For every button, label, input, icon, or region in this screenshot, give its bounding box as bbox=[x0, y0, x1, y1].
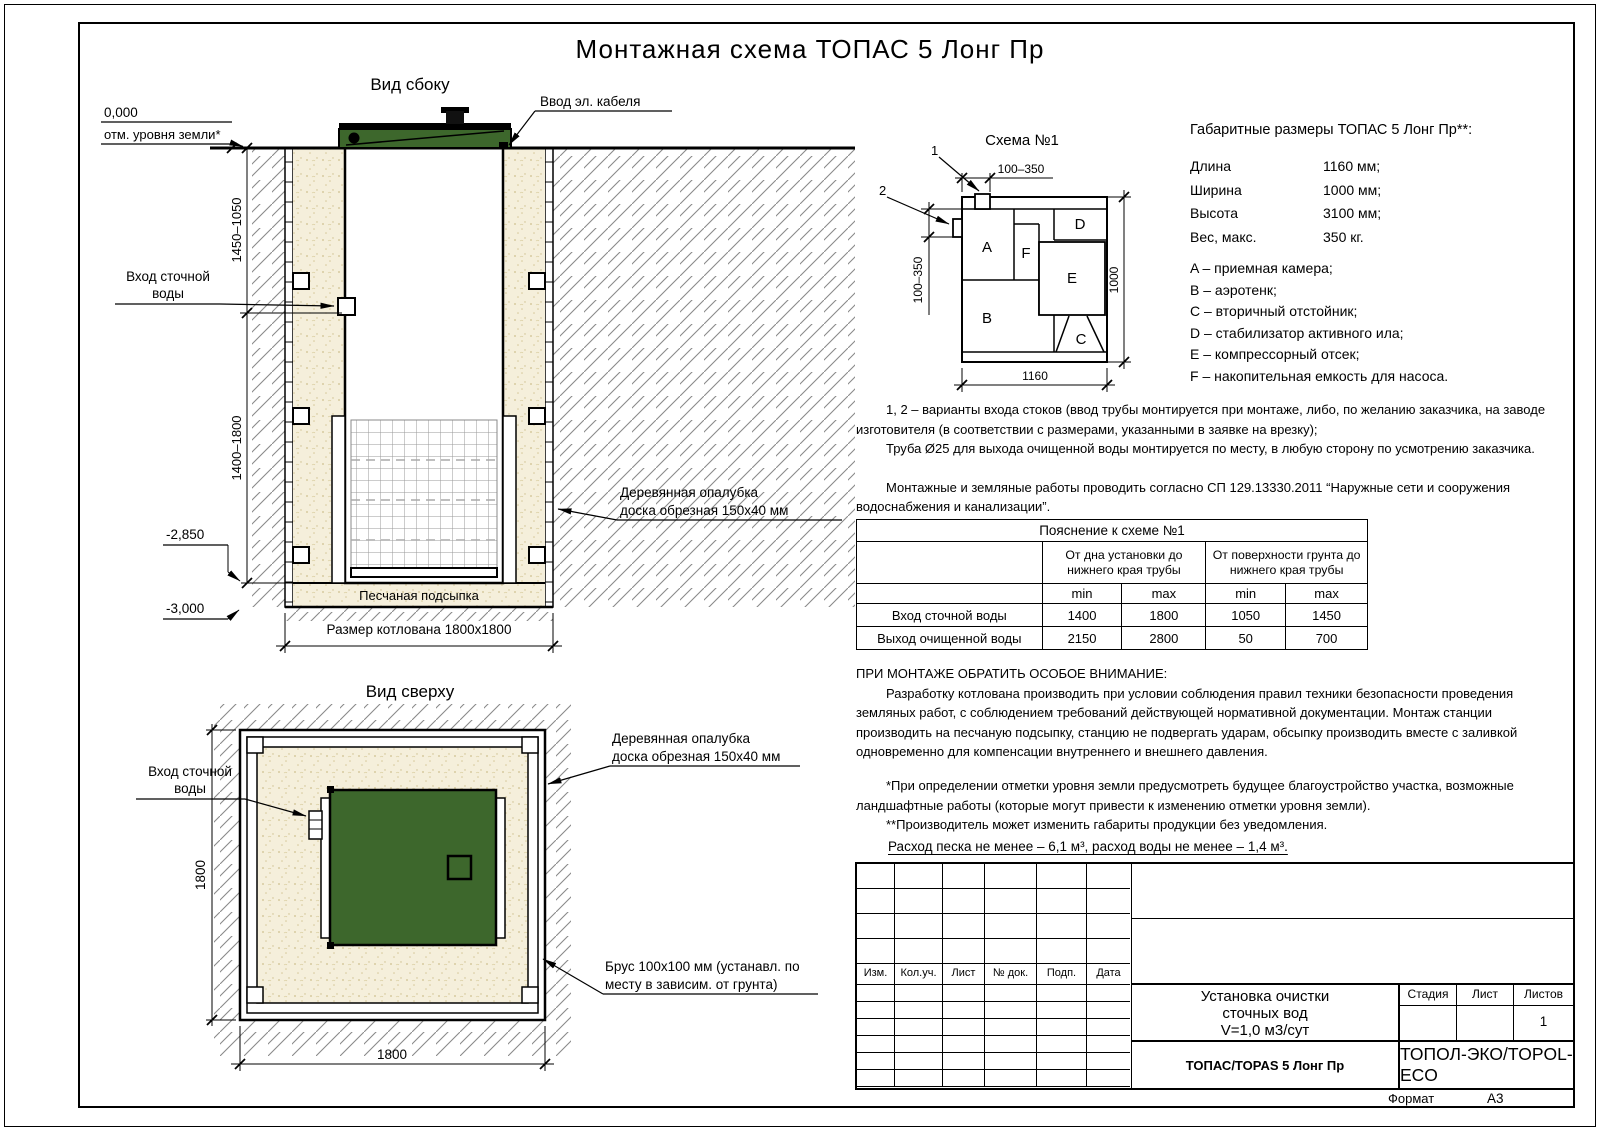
ground-level-label: отм. уровня земли* bbox=[104, 127, 221, 142]
revision-cell bbox=[1037, 985, 1087, 1002]
cable-entry-point bbox=[499, 142, 508, 149]
sheets-value: 1 bbox=[1539, 1014, 1548, 1029]
revision-cell bbox=[985, 1019, 1037, 1036]
note-paragraph: Труба Ø25 для выхода очищенной воды монтируется по месту, в любую сторону по усмотрению заказчика. bbox=[886, 441, 1535, 456]
revision-cell bbox=[895, 1036, 943, 1053]
top-view-title: Вид сверху bbox=[365, 682, 455, 701]
revision-cell bbox=[943, 1019, 985, 1036]
revision-cell bbox=[943, 939, 985, 964]
sheets-label: Листов bbox=[1514, 985, 1573, 1006]
revision-cell bbox=[943, 864, 985, 889]
footnote: **Производитель может изменить габариты продукции без уведомления. bbox=[886, 817, 1328, 832]
revision-cell bbox=[895, 1070, 943, 1087]
table-corner-cell bbox=[857, 542, 1043, 584]
revision-cell bbox=[985, 939, 1037, 964]
bed-level-mark: -2,850 bbox=[166, 527, 205, 542]
revision-cell bbox=[1087, 1070, 1130, 1087]
dimension-row: Вес, макс. 350 кг. bbox=[1190, 228, 1364, 245]
schema-dim-left: 100–350 bbox=[911, 256, 925, 304]
legend-item: D – стабилизатор активного ила; bbox=[1190, 324, 1404, 341]
revision-cell bbox=[857, 939, 895, 964]
sheet-label: Лист bbox=[1457, 985, 1514, 1006]
revision-header: Подп. bbox=[1037, 964, 1087, 985]
footnotes-block bbox=[856, 776, 1562, 835]
revision-cell bbox=[943, 1036, 985, 1053]
revision-cell bbox=[943, 1070, 985, 1087]
footnote: *При определении отметки уровня земли предусмотреть будущее благоустройство участка, возможные ландшафтные работы (которые могут привести к изменению отметки уровня земли). bbox=[856, 778, 1514, 813]
table-group-header: От поверхности грунта до нижнего края трубы bbox=[1206, 542, 1368, 584]
revision-cell bbox=[1037, 1019, 1087, 1036]
dim-lower: 1400–1800 bbox=[229, 415, 244, 481]
table-row: Вход сточной воды 1400 1800 1050 1450 bbox=[857, 604, 1368, 627]
schema-title: Схема №1 bbox=[985, 132, 1059, 149]
compartment-f: F bbox=[1021, 245, 1031, 262]
soil-hatch-right bbox=[553, 149, 855, 607]
revision-cell bbox=[1087, 914, 1130, 939]
inlet-opening bbox=[338, 298, 355, 315]
legend-item: E – компрессорный отсек; bbox=[1190, 346, 1360, 362]
consumption-note: Расход песка не менее – 6,1 м³, расход воды не менее – 1,4 м³. bbox=[888, 839, 1288, 854]
revision-cell bbox=[985, 914, 1037, 939]
revision-grid-bottom bbox=[857, 985, 1131, 1088]
revision-cell bbox=[857, 985, 895, 1002]
revision-cell bbox=[1037, 1053, 1087, 1070]
note-paragraph: 1, 2 – варианты входа стоков (ввод трубы монтируется при монтаже, либо, по желанию заказчика, на заводе изготовителя (в соответствии с размерами, указанными в заявке на врезку); bbox=[856, 402, 1546, 437]
revision-cell bbox=[857, 1019, 895, 1036]
top-view-drawing bbox=[100, 672, 860, 1102]
revision-cell bbox=[895, 864, 943, 889]
revision-cell bbox=[985, 1053, 1037, 1070]
revision-header: Дата bbox=[1087, 964, 1130, 985]
soil-hatch-bottom bbox=[285, 607, 553, 621]
schema-dim-top: 100–350 bbox=[997, 162, 1045, 176]
soil-hatch-left bbox=[252, 149, 285, 607]
dimension-row: Длина 1160 мм; bbox=[1190, 158, 1381, 174]
formwork-label-line1: Деревянная опалубка bbox=[620, 485, 759, 500]
legend-item: F – накопительная емкость для насоса. bbox=[1190, 367, 1449, 384]
formwork-label-line2: доска обрезная 150х40 мм bbox=[612, 749, 781, 764]
schema1-drawing bbox=[875, 130, 1160, 405]
col-min: min bbox=[1206, 584, 1286, 604]
vent-pipe bbox=[446, 111, 464, 124]
dimensions-title: Габаритные размеры ТОПАС 5 Лонг Пр**: bbox=[1190, 122, 1473, 138]
inlet-variant-1 bbox=[975, 194, 990, 209]
compartment-e: E bbox=[1066, 270, 1078, 287]
lid-corner-pin bbox=[327, 786, 334, 793]
revision-cell bbox=[895, 889, 943, 914]
lid-corner-pin bbox=[327, 942, 334, 949]
dimension-row: Высота 3100 мм; bbox=[1190, 205, 1382, 221]
note-paragraph: Монтажные и земляные работы проводить согласно СП 129.13330.2011 “Наружные сети и сооружения водоснабжения и канализации”. bbox=[856, 479, 1511, 514]
revision-cell bbox=[985, 985, 1037, 1002]
formwork-label-line2: доска обрезная 150х40 мм bbox=[620, 503, 789, 518]
beam-block bbox=[293, 547, 309, 563]
sand-bedding-label: Песчаная подсыпка bbox=[359, 588, 479, 603]
stage-value bbox=[1400, 1006, 1457, 1040]
pit-bottom-mark: -3,000 bbox=[166, 601, 205, 616]
product-name: ТОПАС/TOPAS 5 Лонг Пр bbox=[1132, 1042, 1400, 1088]
revision-cell bbox=[895, 1053, 943, 1070]
compartment-a: A bbox=[981, 239, 993, 256]
revision-cell bbox=[895, 939, 943, 964]
formwork-label-line1: Деревянная опалубка bbox=[612, 731, 751, 746]
dim-left: 1800 bbox=[193, 859, 208, 891]
revision-table bbox=[857, 864, 1132, 1088]
revision-cell bbox=[895, 1019, 943, 1036]
marker-2: 2 bbox=[879, 183, 887, 198]
revision-cell bbox=[895, 1002, 943, 1019]
formwork-corner bbox=[522, 987, 538, 1003]
inlet-label-line2: воды bbox=[174, 781, 206, 796]
document-title: Установка очистки сточных вод V=1,0 м3/сут bbox=[1132, 985, 1400, 1040]
page-title: Монтажная схема ТОПАС 5 Лонг Пр bbox=[575, 34, 1045, 64]
inlet-label-line1: Вход сточной bbox=[126, 269, 210, 284]
revision-cell bbox=[857, 1002, 895, 1019]
revision-header: Кол.уч. bbox=[895, 964, 943, 985]
revision-cell bbox=[985, 864, 1037, 889]
formwork-corner bbox=[247, 987, 263, 1003]
side-view-drawing bbox=[80, 60, 860, 660]
revision-cell bbox=[857, 1070, 895, 1087]
revision-cell bbox=[985, 1036, 1037, 1053]
service-hatch bbox=[448, 856, 471, 879]
legend-item: A – приемная камера; bbox=[1190, 260, 1333, 276]
revision-cell bbox=[943, 889, 985, 914]
revision-header: Изм. bbox=[857, 964, 895, 985]
inlet-variant-2 bbox=[953, 219, 962, 237]
col-max: max bbox=[1286, 584, 1368, 604]
zero-mark-label: 0,000 bbox=[104, 105, 138, 120]
revision-cell bbox=[943, 985, 985, 1002]
revision-cell bbox=[857, 864, 895, 889]
revision-cell bbox=[1087, 1053, 1130, 1070]
beam-block bbox=[529, 273, 545, 289]
revision-cell bbox=[1037, 939, 1087, 964]
revision-cell bbox=[943, 914, 985, 939]
table-row: Выход очищенной воды 2150 2800 50 700 bbox=[857, 627, 1368, 650]
tank-base-bar bbox=[351, 568, 497, 577]
compartment-d: D bbox=[1074, 216, 1086, 233]
inlet-stub bbox=[309, 811, 322, 839]
format-label: Формат bbox=[1388, 1091, 1435, 1106]
attention-block bbox=[856, 664, 1562, 762]
marker-1: 1 bbox=[931, 143, 939, 158]
revision-cell bbox=[1037, 1002, 1087, 1019]
lid-latch bbox=[349, 133, 360, 144]
revision-cell bbox=[895, 914, 943, 939]
table-title: Пояснение к схеме №1 bbox=[857, 520, 1368, 542]
overall-dimensions-block bbox=[1190, 122, 1560, 252]
stage-sheet-grid bbox=[1400, 985, 1573, 1040]
revision-header: № док. bbox=[985, 964, 1037, 985]
revision-cell bbox=[1037, 1036, 1087, 1053]
revision-cell bbox=[1037, 1070, 1087, 1087]
document-code-cell bbox=[1132, 864, 1573, 919]
beam-label-line2: месту в зависим. от грунта) bbox=[605, 977, 778, 992]
formwork-right bbox=[545, 148, 553, 607]
revision-cell bbox=[857, 914, 895, 939]
revision-cell bbox=[1087, 1002, 1130, 1019]
revision-cell bbox=[985, 889, 1037, 914]
schema-dim-bottom: 1160 bbox=[1022, 369, 1048, 383]
format-value: А3 bbox=[1487, 1091, 1504, 1106]
dimension-row: Ширина 1000 мм; bbox=[1190, 181, 1382, 198]
formwork-corner bbox=[522, 737, 538, 753]
formwork-left bbox=[285, 148, 293, 607]
revision-cell bbox=[1087, 1036, 1130, 1053]
inlet-label-line2: воды bbox=[152, 286, 184, 301]
revision-cell bbox=[1087, 864, 1130, 889]
beam-label-line1: Брус 100х100 мм (устанавл. по bbox=[605, 959, 800, 974]
company-name: ТОПОЛ-ЭКО/TOPOL-ECO bbox=[1400, 1044, 1573, 1085]
beam-block bbox=[293, 273, 309, 289]
attention-title: ПРИ МОНТАЖЕ ОБРАТИТЬ ОСОБОЕ ВНИМАНИЕ: bbox=[856, 666, 1168, 681]
revision-cell bbox=[1037, 889, 1087, 914]
formwork-corner bbox=[247, 737, 263, 753]
attention-body: Разработку котлована производить при условии соблюдения правил техники безопасности проведения земляных работ, с соблюдением требований действующей нормативной документации. Монтаж станции производить на песчаную подсыпку, станцию не подвергать ударам, обсыпку производить вместе с заливкой одновременно для компенсации внутреннего и внешнего давления. bbox=[856, 685, 1518, 759]
legend-item: C – вторичный отстойник; bbox=[1190, 303, 1358, 319]
compartment-b: B bbox=[981, 310, 993, 327]
tank-rail-left bbox=[332, 416, 345, 583]
revision-cell bbox=[985, 1002, 1037, 1019]
schema-explanation-table bbox=[856, 519, 1368, 650]
revision-cell bbox=[895, 985, 943, 1002]
beam-block bbox=[529, 547, 545, 563]
document-code-cell bbox=[1132, 919, 1573, 985]
inlet-label-line1: Вход сточной bbox=[148, 764, 232, 779]
schema-dim-right: 1000 bbox=[1107, 266, 1121, 294]
tank-rail-right bbox=[503, 416, 516, 583]
title-block bbox=[855, 862, 1575, 1090]
revision-cell bbox=[943, 1002, 985, 1019]
col-max: max bbox=[1122, 584, 1206, 604]
revision-cell bbox=[1037, 914, 1087, 939]
revision-cell bbox=[857, 1036, 895, 1053]
sheet-value bbox=[1457, 1006, 1514, 1040]
legend-item: B – аэротенк; bbox=[1190, 281, 1277, 298]
dim-upper: 1450–1050 bbox=[229, 197, 244, 263]
table-group-header: От дна установки до нижнего края трубы bbox=[1042, 542, 1206, 584]
col-min: min bbox=[1042, 584, 1122, 604]
revision-cell bbox=[1087, 1019, 1130, 1036]
cable-entry-label: Ввод эл. кабеля bbox=[540, 94, 641, 109]
dim-bottom: 1800 bbox=[376, 1047, 408, 1062]
beam-block bbox=[529, 408, 545, 424]
revision-cell bbox=[1087, 939, 1130, 964]
revision-cell bbox=[985, 1070, 1037, 1087]
tank-grid-section bbox=[351, 420, 497, 568]
revision-cell bbox=[943, 1053, 985, 1070]
side-view-title: Вид сбоку bbox=[370, 75, 450, 94]
revision-cell bbox=[1087, 985, 1130, 1002]
compartment-c: C bbox=[1075, 331, 1087, 348]
revision-header: Лист bbox=[943, 964, 985, 985]
pit-size-label: Размер котлована 1800х1800 bbox=[326, 622, 512, 637]
revision-cell bbox=[857, 1053, 895, 1070]
revision-header-row bbox=[857, 964, 1131, 985]
revision-cell bbox=[857, 889, 895, 914]
revision-cell bbox=[1037, 864, 1087, 889]
revision-grid-top bbox=[857, 864, 1131, 964]
revision-cell bbox=[1087, 889, 1130, 914]
stage-label: Стадия bbox=[1400, 985, 1457, 1006]
installation-notes bbox=[856, 400, 1556, 517]
beam-block bbox=[293, 408, 309, 424]
compartment-legend bbox=[1190, 258, 1570, 387]
